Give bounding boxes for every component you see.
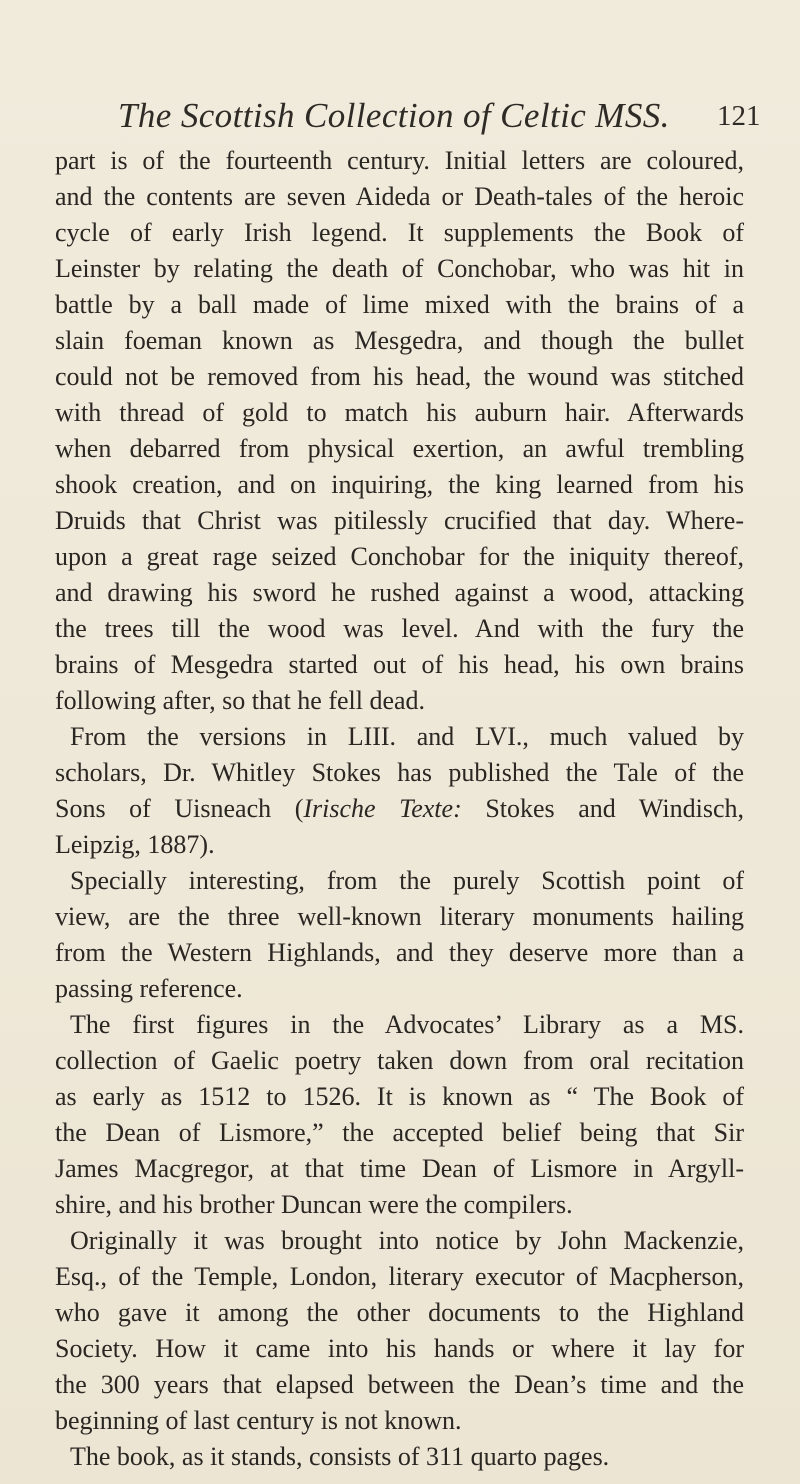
text-line: From the versions in LIII. and LVI., much valued by [70, 722, 744, 751]
text-line-with-italic-title [55, 791, 744, 827]
text-line: shook creation, and on inquiring, the king learned from his [55, 470, 744, 499]
text-line: from the Western Highlands, and they deserve more than a [55, 938, 744, 967]
text-segment: Sons of Uisneach ( [55, 794, 304, 823]
page-number: 121 [717, 100, 761, 132]
text-line: The book, as it stands, consists of 311 quarto pages. [70, 1442, 610, 1471]
text-line: Originally it was brought into notice by John Mackenzie, [70, 1226, 744, 1255]
text-line: shire, and his brother Duncan were the compilers. [55, 1190, 573, 1219]
text-line: and drawing his sword he rushed against a wood, attacking [55, 578, 744, 607]
text-line: as early as 1512 to 1526. It is known as “ The Book of [55, 1082, 744, 1111]
text-line: part is of the fourteenth century. Initial letters are coloured, [55, 146, 744, 175]
text-line: Specially interesting, from the purely Scottish point of [70, 866, 744, 895]
text-line: The first figures in the Advocates’ Library as a MS. [70, 1010, 744, 1039]
text-line: passing reference. [55, 974, 243, 1003]
text-line: beginning of last century is not known. [55, 1406, 462, 1435]
text-line: cycle of early Irish legend. It supplements the Book of [55, 218, 744, 247]
text-line: with thread of gold to match his auburn hair. Afterwards [55, 398, 744, 427]
italic-title: Irische Texte: [303, 794, 462, 823]
text-line: scholars, Dr. Whitley Stokes has published the Tale of the [55, 758, 744, 787]
text-line: slain foeman known as Mesgedra, and though the bullet [55, 326, 744, 355]
text-line: battle by a ball made of lime mixed with the brains of a [55, 290, 744, 319]
text-line: following after, so that he fell dead. [55, 686, 426, 715]
body-text [55, 143, 744, 1475]
text-line: Society. How it came into his hands or where it lay for [55, 1334, 744, 1363]
text-line: the 300 years that elapsed between the Dean’s time and the [55, 1370, 744, 1399]
text-line: James Macgregor, at that time Dean of Lismore in Argyll- [55, 1154, 744, 1183]
text-line: collection of Gaelic poetry taken down from oral recitation [55, 1046, 744, 1075]
text-line: and the contents are seven Aideda or Death-tales of the heroic [55, 182, 744, 211]
text-line: upon a great rage seized Conchobar for the iniquity thereof, [55, 542, 744, 571]
text-line: when debarred from physical exertion, an awful trembling [55, 434, 744, 463]
text-line: Druids that Christ was pitilessly crucified that day. Where- [55, 506, 744, 535]
text-line: the trees till the wood was level. And with the fury the [55, 614, 744, 643]
text-line: could not be removed from his head, the wound was stitched [55, 362, 744, 391]
text-line: Esq., of the Temple, London, literary executor of Macpherson, [55, 1262, 744, 1291]
text-line: the Dean of Lismore,” the accepted belief being that Sir [55, 1118, 744, 1147]
text-line: view, are the three well-known literary monuments hailing [55, 902, 744, 931]
text-line: Leinster by relating the death of Conchobar, who was hit in [55, 254, 744, 283]
text-segment: Stokes and Windisch, [461, 794, 744, 823]
text-line: brains of Mesgedra started out of his head, his own brains [55, 650, 744, 679]
text-line: Leipzig, 1887). [55, 830, 215, 859]
running-head: The Scottish Collection of Celtic MSS. [118, 96, 670, 135]
text-line: who gave it among the other documents to the Highland [55, 1298, 744, 1327]
